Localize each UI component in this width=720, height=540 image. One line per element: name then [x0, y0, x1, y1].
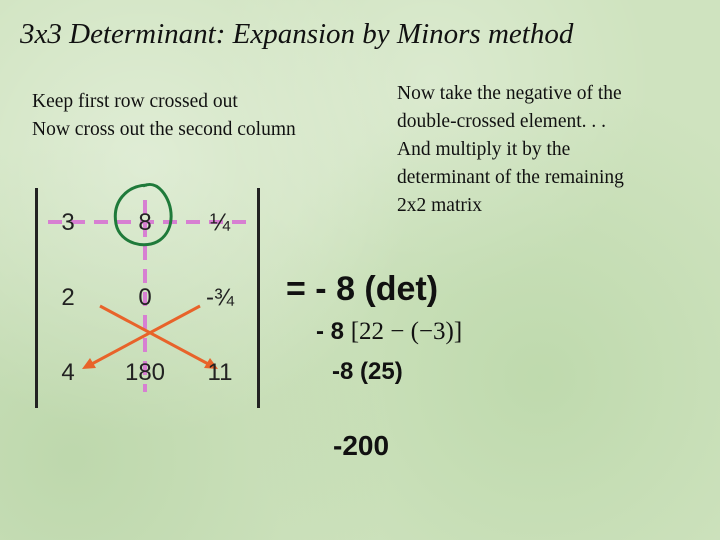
- note-line-5: 2x2 matrix: [397, 195, 483, 216]
- note-line-4: determinant of the remaining: [397, 167, 624, 188]
- matrix-cell-r3c2: 180: [124, 359, 166, 386]
- instruction-line-2: Now cross out the second column: [32, 119, 296, 140]
- matrix-cell-r1c2: 8: [138, 209, 152, 236]
- matrix-cell-r3c1: 4: [61, 359, 75, 386]
- matrix-cell-r2c2: 0: [138, 284, 152, 311]
- diagonal-arrow-down: [100, 306, 212, 366]
- note-line-3: And multiply it by the: [397, 139, 571, 160]
- matrix-cell-r1c1: 3: [61, 209, 75, 236]
- instruction-line-1: Keep first row crossed out: [32, 91, 238, 112]
- work-result: -200: [333, 430, 390, 461]
- note-line-1: Now take the negative of the: [397, 83, 622, 104]
- slide-title: 3x3 Determinant: Expansion by Minors method: [20, 18, 574, 50]
- matrix-cell-r2c3: -¾: [205, 284, 235, 311]
- work-line-2-expression: [22 − (−3)]: [350, 318, 463, 345]
- work-line-2-prefix: - 8: [316, 318, 345, 345]
- work-line-3: -8 (25): [332, 358, 403, 385]
- matrix-cell-r1c3: ¼: [209, 209, 231, 236]
- note-line-2: double-crossed element. . .: [397, 111, 607, 132]
- work-line-2: [316, 318, 462, 346]
- matrix-cell-r2c1: 2: [61, 284, 75, 311]
- work-line-1: = - 8 (det): [286, 270, 439, 308]
- matrix-cell-r3c3: 11: [207, 359, 233, 386]
